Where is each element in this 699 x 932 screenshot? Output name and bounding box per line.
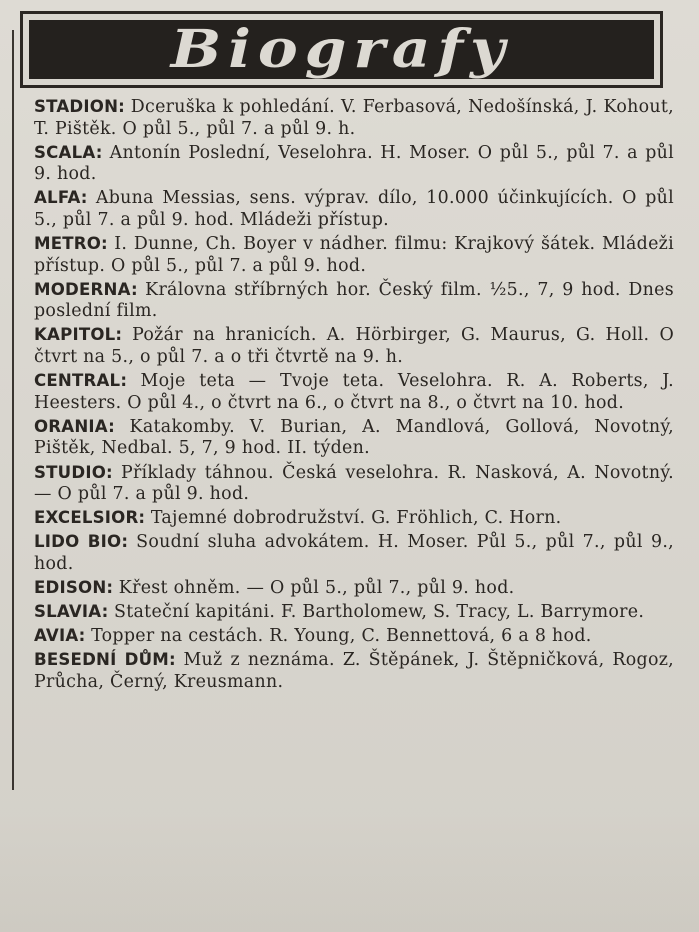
section-title: Biografy bbox=[171, 18, 512, 80]
listing-text: Příklady táhnou. Česká veselohra. R. Nasková, A. Novotný. — O půl 7. a půl 9. hod. bbox=[34, 462, 674, 505]
cinema-name: EXCELSIOR: bbox=[34, 508, 146, 528]
listing-central bbox=[34, 370, 674, 414]
cinema-name: CENTRAL: bbox=[34, 371, 128, 391]
cinema-name: ALFA: bbox=[34, 188, 88, 208]
cinema-name: ORANIA: bbox=[34, 416, 115, 436]
cinema-name: METRO: bbox=[34, 234, 108, 254]
header-banner bbox=[29, 20, 654, 79]
cinema-name: KAPITOL: bbox=[34, 325, 123, 345]
cinema-name: STUDIO: bbox=[34, 462, 113, 482]
listing-text: Soudní sluha advokátem. H. Moser. Půl 5., půl 7., půl 9., hod. bbox=[34, 532, 674, 574]
listing-moderna bbox=[34, 279, 674, 323]
listing-text: I. Dunne, Ch. Boyer v nádher. filmu: Krajkový šátek. Mládeži přístup. O půl 5., půl 7. a půl 9. hod. bbox=[34, 234, 675, 276]
cinema-name: SCALA: bbox=[34, 142, 103, 162]
listing-text: Katakomby. V. Burian, A. Mandlová, Gollová, Novotný, Pištěk, Nedbal. 5, 7, 9 hod. II. týden. bbox=[34, 416, 675, 459]
listing-excelsior bbox=[34, 507, 674, 530]
listing-edison bbox=[34, 577, 674, 600]
cinema-name: MODERNA: bbox=[34, 279, 138, 299]
column-rule bbox=[12, 30, 14, 790]
listing-scala bbox=[34, 142, 674, 186]
listing-text: Abuna Messias, sens. výprav. dílo, 10.000 účinkujících. O půl 5., půl 7. a půl 9. hod. Mládeži přístup. bbox=[34, 188, 674, 230]
listing-text: Tajemné dobrodružství. G. Fröhlich, C. Horn. bbox=[150, 508, 562, 529]
listing-text: Křest ohněm. — O půl 5., půl 7., půl 9. hod. bbox=[118, 577, 515, 598]
listing-stadion bbox=[34, 96, 674, 140]
cinema-name: LIDO BIO: bbox=[34, 532, 129, 552]
listing-metro bbox=[34, 233, 674, 277]
cinema-name: AVIA: bbox=[34, 626, 86, 646]
listing-text: Dceruška k pohledání. V. Ferbasová, Nedošínská, J. Kohout, T. Pištěk. O půl 5., půl 7. a půl 9. h. bbox=[34, 97, 675, 139]
listing-slavia bbox=[34, 601, 674, 624]
listing-text: Topper na cestách. R. Young, C. Bennettová, 6 a 8 hod. bbox=[91, 626, 592, 647]
listing-alfa bbox=[34, 187, 674, 231]
listing-text: Muž z neznáma. Z. Štěpánek, J. Štěpničková, Rogoz, Průcha, Černý, Kreusmann. bbox=[34, 650, 675, 692]
cinema-name: STADION: bbox=[34, 97, 126, 116]
cinema-name: BESEDNÍ DŮM: bbox=[34, 650, 176, 670]
listing-text: Antonín Poslední, Veselohra. H. Moser. O půl 5., půl 7. a půl 9. hod. bbox=[34, 142, 674, 185]
listing-text: Moje teta — Tvoje teta. Veselohra. R. A. Roberts, J. Heesters. O půl 4., o čtvrt na 6., o čtvrt na 8., o čtvrt na 10. hod. bbox=[34, 371, 675, 413]
listing-avia bbox=[34, 625, 674, 648]
paper-shading bbox=[0, 812, 699, 932]
listing-kapitol bbox=[34, 324, 674, 368]
listing-besedni-dum bbox=[34, 649, 674, 693]
listing-text: Stateční kapitáni. F. Bartholomew, S. Tracy, L. Barrymore. bbox=[113, 602, 645, 623]
listing-orania bbox=[34, 416, 674, 460]
section-header bbox=[20, 11, 663, 88]
listing-text: Požár na hranicích. A. Hörbirger, G. Maurus, G. Holl. O čtvrt na 5., o půl 7. a o tři čtvrtě na 9. h. bbox=[34, 325, 674, 368]
cinema-listings bbox=[34, 96, 674, 695]
listing-studio bbox=[34, 462, 674, 506]
listing-text: Královna stříbrných hor. Český film. ½5., 7, 9 hod. Dnes poslední film. bbox=[34, 279, 674, 322]
cinema-name: SLAVIA: bbox=[34, 602, 109, 622]
listing-lido-bio bbox=[34, 531, 674, 575]
cinema-name: EDISON: bbox=[34, 577, 114, 597]
